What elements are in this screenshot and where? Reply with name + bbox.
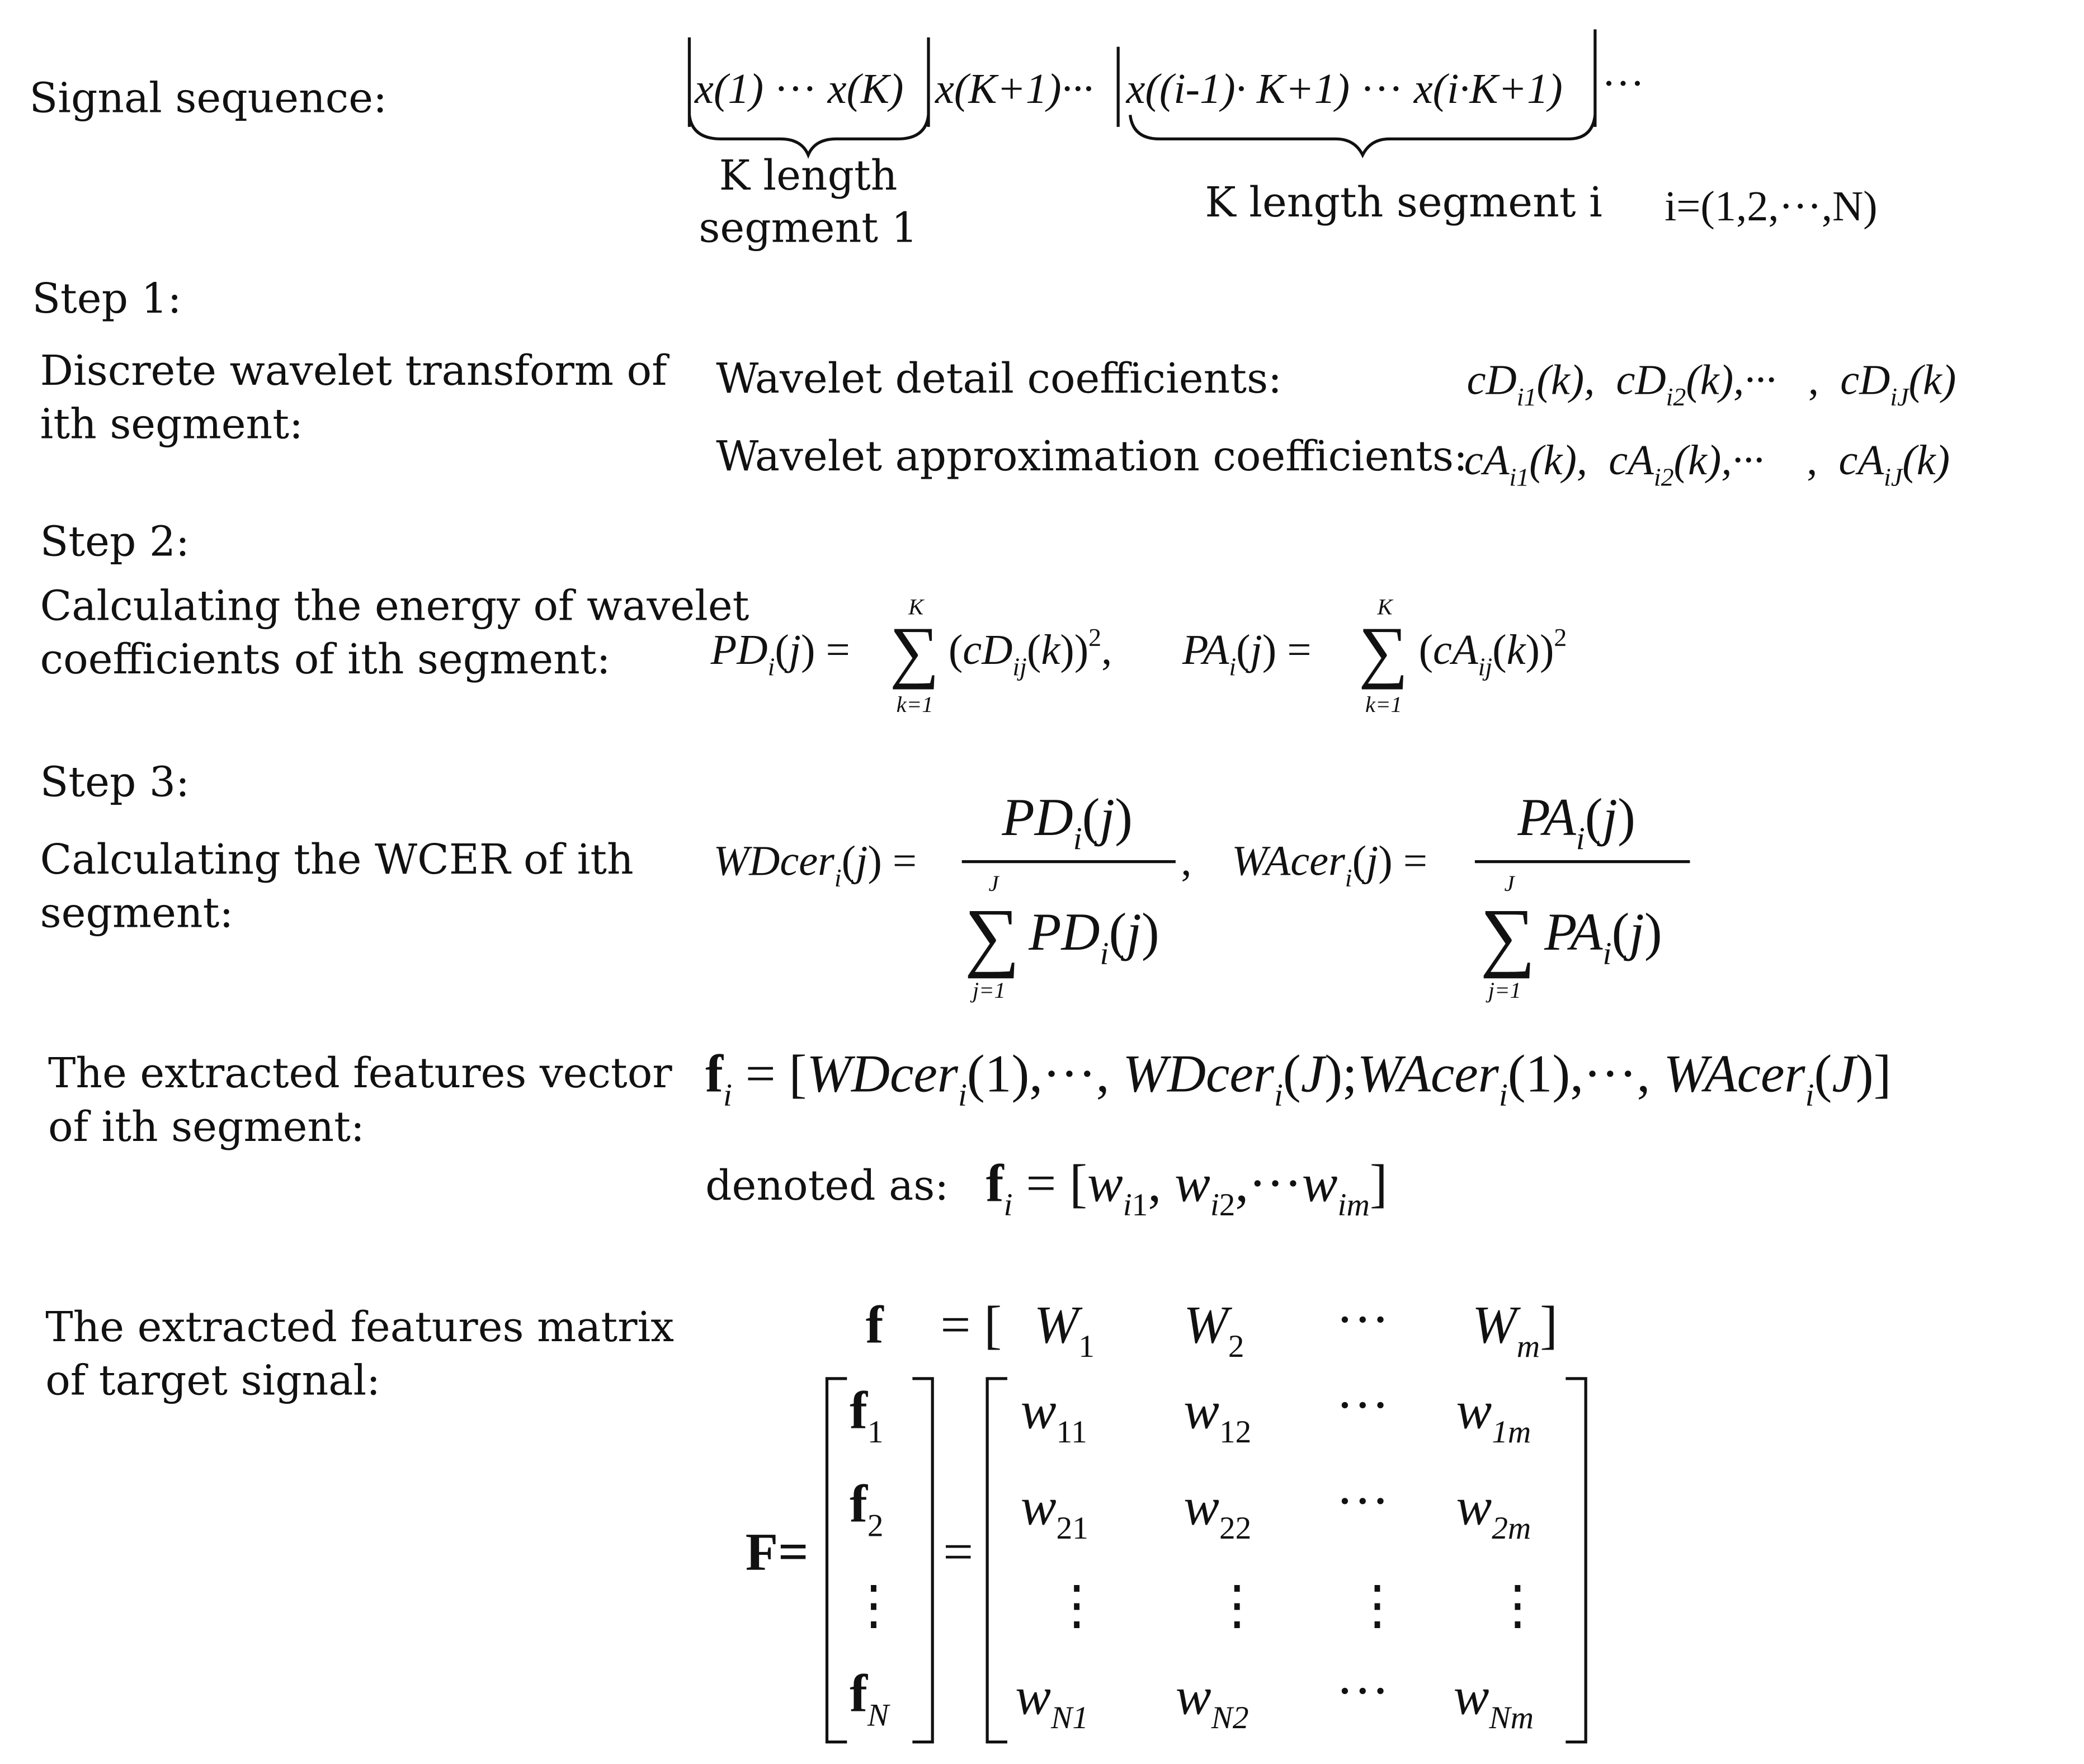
k-arg: (k)	[1908, 355, 1956, 404]
w-symbol: w	[1184, 1380, 1219, 1440]
subscript: Nm	[1489, 1701, 1534, 1737]
sum-upper-K: K	[908, 594, 924, 620]
wa-denominator: $PA_i(j)$	[1544, 902, 1662, 973]
step1-title: Step 1:	[32, 275, 182, 324]
f-equals-bracket: = [	[940, 1294, 1002, 1355]
step1-desc-line1: Discrete wavelet transform of	[40, 347, 667, 395]
xiK-term: x(i·K+1)	[1413, 64, 1563, 112]
header-W2	[1184, 1294, 1244, 1365]
cD-symbol: cD	[1616, 355, 1666, 404]
vertical-dots: ⋮	[1491, 1576, 1545, 1635]
f1-entry: $f_1$	[850, 1380, 884, 1451]
subscript: 1	[1078, 1330, 1095, 1365]
wa-numerator: $PA_i(j)$	[1517, 786, 1635, 857]
matrix-desc-line1: The extracted features matrix	[45, 1304, 674, 1352]
row2-dots: ···	[1336, 1470, 1389, 1531]
comma: ,	[1181, 836, 1192, 885]
w-symbol: w	[1175, 1666, 1211, 1726]
WAcer-symbol: WAcer	[1232, 836, 1345, 885]
W-symbol: W	[1472, 1294, 1517, 1355]
ellipsis: ···	[1360, 64, 1403, 112]
pa-energy-lhs: $PA_i(j)$ =	[1182, 625, 1312, 682]
w1m-cell	[1456, 1380, 1531, 1451]
sum-upper-J: J	[1504, 871, 1515, 897]
sum-upper-K: K	[1377, 594, 1393, 620]
k-arg: (k),	[1536, 355, 1595, 404]
wa-wcer-lhs: WAcer$_i$(j) =	[1232, 836, 1427, 894]
approx-coefficients	[1464, 433, 1950, 493]
sum-lower-j1: j=1	[972, 978, 1006, 1003]
sum-symbol: ∑	[1359, 612, 1408, 690]
W-symbol: W	[1184, 1294, 1228, 1355]
ellipsis: ···	[774, 64, 817, 112]
xK-term: x(K)	[827, 64, 904, 112]
cA-symbol: cA	[1838, 435, 1884, 484]
segment1-caption-line1: K length	[719, 152, 898, 201]
k-arg: (k),···	[1673, 435, 1764, 484]
header-dots: ···	[1336, 1289, 1389, 1350]
f-symbol: f	[865, 1294, 884, 1355]
vertical-dots: ⋮	[1350, 1576, 1404, 1635]
subscript: i2	[1666, 384, 1686, 413]
signal-segmenti	[1126, 62, 1563, 115]
step3-desc-line2: segment:	[40, 889, 234, 938]
vertical-dots: ⋮	[847, 1576, 900, 1635]
subscript: i1	[1516, 384, 1537, 413]
fN-entry: $f_N$	[850, 1663, 889, 1734]
subscript: 22	[1219, 1512, 1252, 1547]
vertical-dots: ⋮	[1210, 1576, 1264, 1635]
sum-symbol: ∑	[964, 893, 1020, 979]
step2-title: Step 2:	[40, 518, 190, 567]
subscript: 2m	[1492, 1512, 1531, 1547]
matrix-equals: =	[943, 1521, 974, 1582]
subscript: m	[1516, 1330, 1540, 1365]
sum-symbol: ∑	[1480, 893, 1536, 979]
w12-cell	[1184, 1380, 1252, 1451]
f2-entry: $f_2$	[850, 1473, 884, 1544]
sum-lower-k1: k=1	[1365, 692, 1402, 718]
w-symbol: w	[1456, 1476, 1492, 1536]
signal-trailing-dots: ···	[1601, 59, 1645, 107]
index-range: i=(1,2,···,N)	[1665, 181, 1878, 230]
subscript: i2	[1653, 464, 1674, 493]
w-symbol: w	[1184, 1476, 1219, 1536]
w-symbol: w	[1015, 1666, 1052, 1726]
wavelet-approx-label: Wavelet approximation coefficients:	[716, 432, 1468, 481]
segment1-brace	[689, 115, 928, 155]
w-symbol: w	[1020, 1476, 1057, 1536]
cA-symbol: cA	[1609, 435, 1654, 484]
wd-wcer-lhs: WDcer$_i$(j) =	[713, 836, 917, 894]
subscript: N2	[1211, 1701, 1249, 1737]
segmenti-caption: K length segment i	[1205, 179, 1602, 228]
wN1-cell	[1015, 1666, 1088, 1737]
wN2-cell	[1175, 1666, 1249, 1737]
subscript: 11	[1056, 1416, 1087, 1451]
feature-vector-equation: $f_i$ = [WDcer$_i$(1),···, WDcer$_i$(J);WAcer$_i$(1),···, WAcer$_i$(J)]	[705, 1043, 1892, 1114]
w-matrix-left-bracket	[987, 1379, 1007, 1742]
xK1-term: x(K+1)···	[935, 64, 1093, 112]
vertical-dots: ⋮	[1050, 1576, 1104, 1635]
subscript: 1	[867, 1416, 884, 1451]
w11-cell	[1020, 1380, 1087, 1451]
sum-symbol: ∑	[889, 612, 940, 690]
subscript: 2	[867, 1509, 884, 1544]
wavelet-detail-label: Wavelet detail coefficients:	[716, 355, 1283, 404]
signal-mid	[935, 62, 1093, 115]
k-arg: (k),···	[1686, 355, 1776, 404]
subscript: iJ	[1890, 384, 1909, 413]
rowN-dots: ···	[1336, 1660, 1389, 1721]
subscript: 12	[1219, 1416, 1252, 1451]
step1-desc-line2: ith segment:	[40, 400, 303, 449]
wd-numerator: $PD_i(j)$	[1002, 786, 1133, 857]
features-desc-line1: The extracted features vector	[48, 1050, 672, 1098]
PA-symbol: PA	[1182, 625, 1229, 673]
pd-energy-rhs: $(cD_{ij}(k))^2$,	[948, 624, 1112, 682]
W-symbol: W	[1034, 1294, 1079, 1355]
feature-vector-w-equation: $f_i = [w_{i1}$, $w_{i2},\cdot\cdot\cdot w_{im}$]	[986, 1153, 1388, 1224]
header-W1	[1034, 1294, 1095, 1365]
subscript: 1m	[1492, 1416, 1531, 1451]
k-arg: (k)	[1902, 435, 1950, 484]
features-desc-line2: of ith segment:	[48, 1103, 365, 1152]
w-symbol: w	[1456, 1380, 1492, 1440]
pa-energy-rhs: $(cA_{ij}(k))^2$	[1418, 624, 1567, 682]
detail-coefficients	[1467, 353, 1956, 413]
signal-sequence-label: Signal sequence:	[29, 74, 388, 123]
f-vector-right-bracket	[912, 1379, 932, 1742]
w-matrix-right-bracket	[1566, 1379, 1586, 1742]
header-Wm: $W_m$]	[1472, 1294, 1558, 1365]
step3-title: Step 3:	[40, 758, 190, 807]
k-arg: (k),	[1529, 435, 1588, 484]
cA-symbol: cA	[1464, 435, 1510, 484]
step2-desc-line2: coefficients of ith segment:	[40, 635, 611, 684]
step3-desc-line1: Calculating the WCER of ith	[40, 836, 634, 885]
w21-cell	[1020, 1476, 1088, 1547]
matrix-desc-line2: of target signal:	[45, 1357, 381, 1405]
xi1-term: x((i-1)· K+1)	[1126, 64, 1350, 112]
sum-lower-j1: j=1	[1488, 978, 1521, 1003]
subscript: N	[867, 1699, 889, 1734]
subscript: N1	[1051, 1701, 1088, 1737]
segment1-caption-line2: segment 1	[699, 204, 918, 253]
sum-upper-J: J	[988, 871, 999, 897]
subscript: iJ	[1884, 464, 1903, 493]
subscript: i1	[1509, 464, 1530, 493]
w-symbol: w	[1453, 1666, 1489, 1726]
segmenti-brace	[1130, 115, 1595, 155]
w22-cell	[1184, 1476, 1252, 1547]
cD-symbol: cD	[1840, 355, 1890, 404]
comma: ,	[1807, 435, 1818, 484]
subscript: 2	[1228, 1330, 1244, 1365]
PD-symbol: PD	[710, 625, 768, 673]
cD-symbol: cD	[1467, 355, 1517, 404]
pd-energy-lhs: $PD_i(j)$ =	[710, 625, 850, 682]
denoted-as-label: denoted as:	[705, 1162, 949, 1210]
wd-denominator: $PD_i(j)$	[1029, 902, 1159, 973]
comma: ,	[1808, 355, 1819, 404]
row1-dots: ···	[1336, 1374, 1389, 1435]
x1-term: x(1)	[695, 64, 764, 112]
wNm-cell	[1453, 1666, 1534, 1737]
w-symbol: w	[1020, 1380, 1057, 1440]
step2-desc-line1: Calculating the energy of wavelet	[40, 582, 749, 631]
WDcer-symbol: WDcer	[713, 836, 834, 885]
sum-lower-k1: k=1	[896, 692, 933, 718]
f-vector-left-bracket	[827, 1379, 847, 1742]
subscript: 21	[1056, 1512, 1088, 1547]
signal-segment1	[695, 62, 903, 115]
F-equals: F=	[745, 1521, 809, 1582]
w2m-cell	[1456, 1476, 1531, 1547]
